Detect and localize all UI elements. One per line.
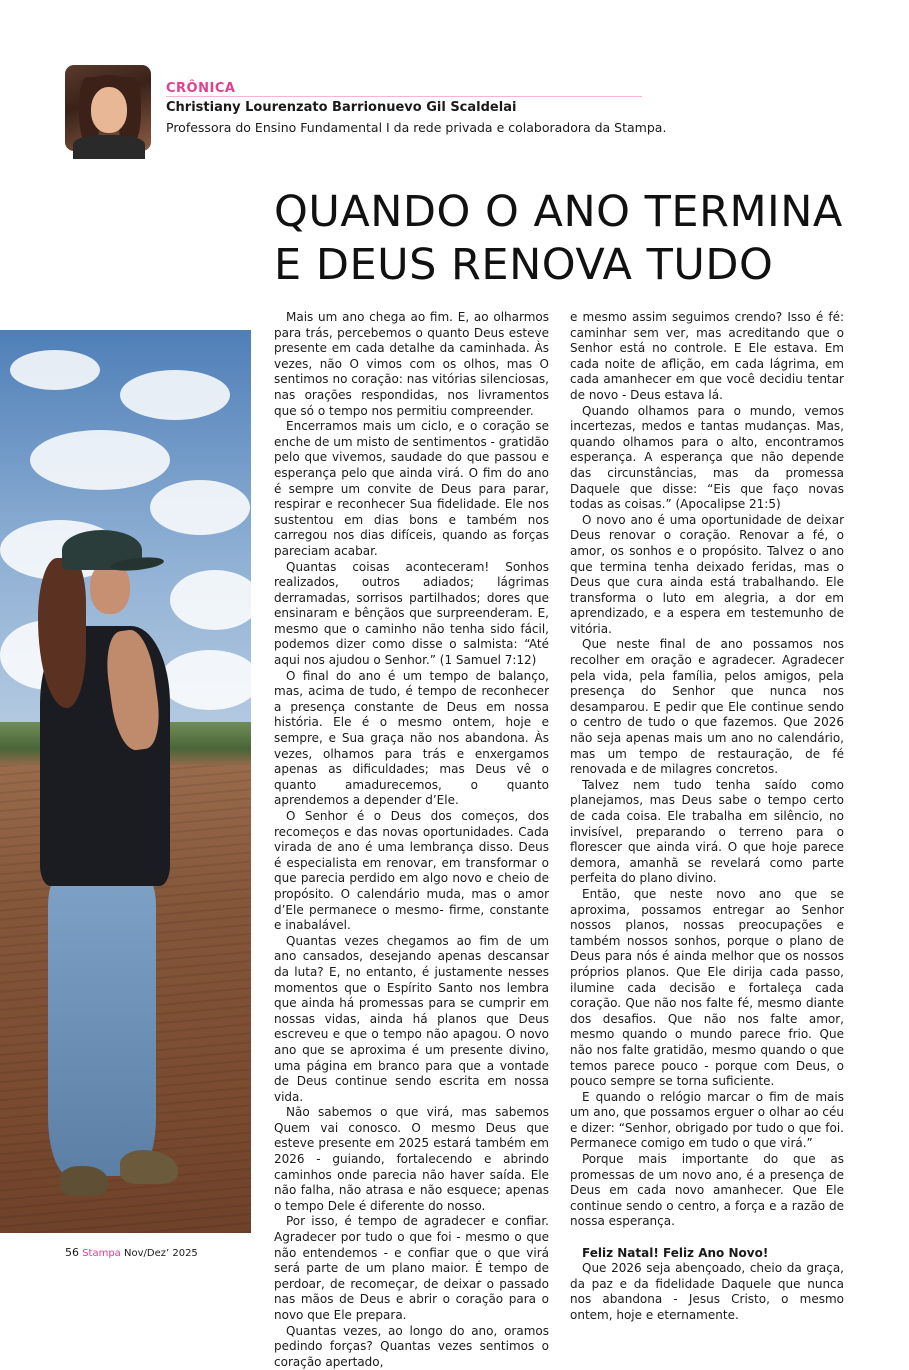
closing-greeting: Feliz Natal! Feliz Ano Novo!	[582, 1245, 769, 1260]
page-footer	[65, 1246, 198, 1259]
paragraph: Quando olhamos para o mundo, vemos incertezas, medos e tantas mudanças. Mas, quando olhamos para o alto, encontramos esperança. A esperança que não depende das circunstâncias, mas da promessa Daquele que disse: “Eis que faço novas todas as coisas.” (Apocalipse 21:5)	[570, 403, 844, 512]
paragraph: E quando o relógio marcar o fim de mais um ano, que possamos erguer o olhar ao céu e dizer: “Senhor, obrigado por tudo o que foi. Permanece comigo em tudo o que virá.”	[570, 1089, 844, 1151]
paragraph: Que neste final de ano possamos nos recolher em oração e agradecer. Agradecer pela vida, pela família, pelos amigos, pela presença do Senhor que nunca nos desamparou. E pedir que Ele continue sendo o centro de tudo o que fazemos. Que 2026 não seja apenas mais um ano no calendário, mas um tempo de restauração, de fé renovada e de milagres concretos.	[570, 637, 844, 777]
author-photo	[65, 65, 151, 151]
author-role: Professora do Ensino Fundamental I da rede privada e colaboradora da Stampa.	[166, 120, 667, 135]
paragraph: Porque mais importante do que as promessas de um novo ano, é a presença de Deus em cada novo amanhecer. Que Ele continue sendo o centro, a força e a razão de nossa esperança.	[570, 1152, 844, 1229]
paragraph: O novo ano é uma oportunidade de deixar Deus renovar o coração. Renovar a fé, o amor, os sonhos e o propósito. Talvez o ano que termina tenha deixado feridas, mas o Deus que cura ainda está trabalhando. Ele transforma o luto em alegria, a dor em aprendizado, e a espera em testemunho de vitória.	[570, 512, 844, 636]
spacer	[570, 1230, 844, 1246]
article-column-left	[274, 310, 549, 1370]
article-title-line-1: QUANDO O ANO TERMINA	[274, 187, 843, 237]
article-title	[274, 186, 874, 292]
paragraph: Então, que neste novo ano que se aproxima, possamos entregar ao Senhor nossos planos, nossas preocupações e também nossos sonhos, porque o plano de Deus para nós é ainda melhor que os nossos próprios planos. Que Ele dirija cada passo, ilumine cada decisão e fortaleça cada coração. Que não nos falte fé, mesmo diante dos desafios. Que não nos falte amor, mesmo quando o mundo parece frio. Que não nos falte gratidão, mesmo quando o que temos parece pouco - porque com Deus, o pouco sempre se torna suficiente.	[570, 886, 844, 1089]
footer-issue: Nov/Dez’ 2025	[124, 1248, 198, 1259]
article-photo	[0, 330, 251, 1233]
paragraph: Mais um ano chega ao fim. E, ao olharmos para trás, percebemos o quanto Deus esteve presente em cada detalhe da caminhada. Às vezes, não O vimos com os olhos, mas O sentimos no coração: nas vitórias silenciosas, nas orações respondidas, nos livramentos que só o tempo nos permitiu compreender.	[274, 310, 549, 418]
article-column-right	[570, 310, 844, 1324]
paragraph: Quantas coisas aconteceram! Sonhos realizados, outros adiados; lágrimas derramadas, sorrisos partilhados; dores que ensinaram e bênçãos que surpreenderam. E, mesmo que o caminho não tenha sido fácil, podemos dizer como disse o salmista: “Até aqui nos ajudou o Senhor.” (1 Samuel 7:12)	[274, 559, 549, 668]
author-name: Christiany Lourenzato Barrionuevo Gil Scaldelai	[166, 100, 517, 115]
article-title-line-2: E DEUS RENOVA TUDO	[274, 240, 774, 290]
paragraph: Quantas vezes, ao longo do ano, oramos pedindo forças? Quantas vezes sentimos o coração apertado,	[274, 1323, 549, 1369]
paragraph: O Senhor é o Deus dos começos, dos recomeços e das novas oportunidades. Cada virada de ano é uma lembrança disso. Deus é especialista em renovar, em transformar o que parecia perdido em algo novo e cheio de propósito. O calendário muda, mas o amor d’Ele permanece o mesmo- firme, constante e inabalável.	[274, 809, 549, 933]
paragraph: Não sabemos o que virá, mas sabemos Quem vai conosco. O mesmo Deus que esteve presente em 2025 estará também em 2026 - guiando, fortalecendo e abrindo caminhos onde parecia não haver saída. Ele não falha, não atrasa e não esquece; apenas o tempo Dele é diferente do nosso.	[274, 1105, 549, 1213]
page-number: 56	[65, 1246, 79, 1259]
paragraph: O final do ano é um tempo de balanço, mas, acima de tudo, é tempo de reconhecer a presença constante de Deus em nossa história. Ele é o mesmo ontem, hoje e sempre, e Sua graça não nos abandona. Às vezes, olhamos para trás e enxergamos apenas as dificuldades; mas Deus vê o quanto amadurecemos, o quanto aprendemos a depender d’Ele.	[274, 668, 549, 808]
closing-paragraph: Que 2026 seja abençoado, cheio da graça, da paz e da fidelidade Daquele que nunca nos abandona - Jesus Cristo, o mesmo ontem, hoje e eternamente.	[570, 1261, 844, 1322]
header-divider	[166, 96, 642, 97]
paragraph: Por isso, é tempo de agradecer e confiar. Agradecer por tudo o que foi - mesmo o que não entendemos - e confiar que o que virá será parte de um plano maior. É tempo de perdoar, de recomeçar, de deixar o passado nas mãos de Deus e abrir o coração para o novo que Ele prepara.	[274, 1214, 549, 1322]
section-label: CRÔNICA	[166, 81, 236, 96]
paragraph: e mesmo assim seguimos crendo? Isso é fé: caminhar sem ver, mas acreditando que o Senhor está no controle. E Ele estava. Em cada noite de aflição, em cada lágrima, em cada amanhecer em que você decidiu tentar de novo - Deus estava lá.	[570, 310, 844, 402]
paragraph: Encerramos mais um ciclo, e o coração se enche de um misto de sentimentos - gratidão pelo que vivemos, saudade do que passou e esperança pelo que ainda virá. O fim do ano é sempre um convite de Deus para parar, respirar e reconhecer Sua fidelidade. Ele nos sustentou em dias bons e também nos carregou nos dias difíceis, quando as forças pareciam acabar.	[274, 419, 549, 558]
footer-brand: Stampa	[82, 1248, 121, 1259]
paragraph: Quantas vezes chegamos ao fim de um ano cansados, desejando apenas descansar da luta? E, no entanto, é justamente nesses momentos que o Espírito Santo nos lembra que ainda há promessas para se cumprir em nossas vidas, ainda há planos que Deus escreveu e que o tempo não apagou. O novo ano que se aproxima é um presente divino, uma página em branco para que a vontade de Deus continue sendo escrita em nossa vida.	[274, 933, 549, 1104]
paragraph: Talvez nem tudo tenha saído como planejamos, mas Deus sabe o tempo certo de cada coisa. Ele trabalha em silêncio, no invisível, preparando o terreno para o florescer que ainda virá. O que hoje parece demora, amanhã se revelará como parte perfeita do plano divino.	[570, 777, 844, 886]
